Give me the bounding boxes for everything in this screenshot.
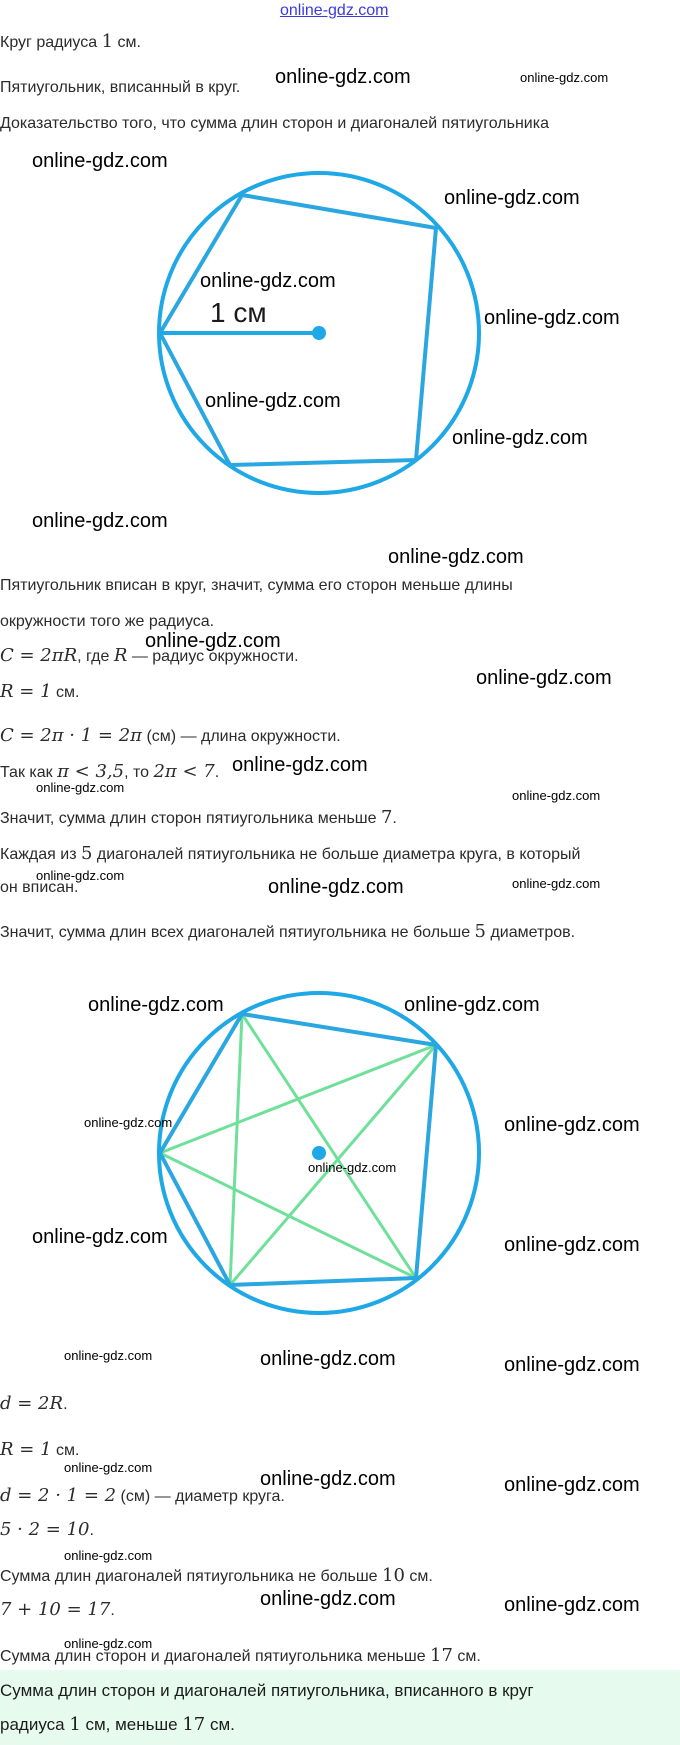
diagonal-3 bbox=[160, 1045, 436, 1153]
center-point-2 bbox=[312, 1146, 326, 1160]
watermark: online-gdz.com bbox=[484, 307, 620, 329]
given-circle: Круг радиуса 1 см. bbox=[0, 31, 141, 52]
watermark: online-gdz.com bbox=[260, 1588, 396, 1610]
watermark: online-gdz.com bbox=[308, 1160, 397, 1175]
watermark: online-gdz.com bbox=[476, 667, 612, 689]
diagonal-statement-cont: он вписан. bbox=[0, 879, 79, 896]
pentagon-sides bbox=[160, 195, 436, 465]
prove-statement: Доказательство того, что сумма длин сторон и диагоналей пятиугольника bbox=[0, 115, 549, 132]
watermark: online-gdz.com bbox=[260, 1348, 396, 1370]
figure-pentagon-radius bbox=[0, 150, 680, 550]
watermark: online-gdz.com bbox=[84, 1115, 173, 1130]
formula-circumference: C = 2πR, где R — радиус окружности. bbox=[0, 645, 299, 666]
watermark: online-gdz.com bbox=[512, 876, 601, 891]
watermark: online-gdz.com bbox=[32, 1226, 168, 1248]
watermark: online-gdz.com bbox=[520, 70, 609, 85]
watermark: online-gdz.com bbox=[200, 270, 336, 292]
watermark: online-gdz.com bbox=[504, 1114, 640, 1136]
watermark: online-gdz.com bbox=[64, 1636, 153, 1651]
diagonals-sum-statement: Сумма длин диагоналей пятиугольника не больше 10 см. bbox=[0, 1565, 433, 1586]
total-sum-statement: Сумма длин сторон и диагоналей пятиугольника меньше 17 см. bbox=[0, 1645, 481, 1666]
watermark: online-gdz.com bbox=[275, 66, 411, 88]
watermark: online-gdz.com bbox=[504, 1594, 640, 1616]
watermark: online-gdz.com bbox=[88, 994, 224, 1016]
watermark: online-gdz.com bbox=[36, 868, 125, 883]
watermark: online-gdz.com bbox=[444, 187, 580, 209]
watermark: online-gdz.com bbox=[388, 546, 524, 568]
diameter-formula: d = 2R. bbox=[0, 1393, 68, 1414]
sides-conclusion: Значит, сумма длин сторон пятиугольника меньше 7. bbox=[0, 807, 397, 828]
radius-value: R = 1 см. bbox=[0, 681, 80, 702]
watermark: online-gdz.com bbox=[512, 788, 601, 803]
watermark: online-gdz.com bbox=[145, 630, 281, 652]
watermark: online-gdz.com bbox=[452, 427, 588, 449]
watermark: online-gdz.com bbox=[232, 754, 368, 776]
watermark: online-gdz.com bbox=[260, 1468, 396, 1490]
watermark: online-gdz.com bbox=[64, 1460, 153, 1475]
given-pentagon: Пятиугольник, вписанный в круг. bbox=[0, 79, 241, 96]
diagonal-2 bbox=[230, 1014, 242, 1285]
diameter-value: d = 2 · 1 = 2 (см) — диаметр круга. bbox=[0, 1485, 285, 1506]
diagonal-statement: Каждая из 5 диагоналей пятиугольника не больше диаметра круга, в который bbox=[0, 843, 581, 864]
watermark: online-gdz.com bbox=[268, 876, 404, 898]
watermark: online-gdz.com bbox=[64, 1348, 153, 1363]
watermark: online-gdz.com bbox=[404, 994, 540, 1016]
solution-line-1: Пятиугольник вписан в круг, значит, сумма его сторон меньше длины bbox=[0, 577, 513, 594]
figure-pentagon-diagonals bbox=[0, 990, 680, 1320]
answer-line-2: радиуса 1 см, меньше 17 см. bbox=[0, 1714, 235, 1735]
watermark: online-gdz.com bbox=[504, 1354, 640, 1376]
watermark: online-gdz.com bbox=[504, 1474, 640, 1496]
watermark: online-gdz.com bbox=[64, 1548, 153, 1563]
diagonals-conclusion: Значит, сумма длин всех диагоналей пятиугольника не больше 5 диаметров. bbox=[0, 921, 576, 942]
watermark: online-gdz.com bbox=[32, 150, 168, 172]
pi-estimate: Так как π < 3,5, то 2π < 7. bbox=[0, 761, 220, 782]
circumference-value: C = 2π · 1 = 2π (см) — длина окружности. bbox=[0, 725, 341, 746]
answer-line-1: Сумма длин сторон и диагоналей пятиугольника, вписанного в круг bbox=[0, 1681, 534, 1700]
top-watermark-link[interactable]: online-gdz.com bbox=[280, 2, 389, 19]
diagonals-sum: 5 · 2 = 10. bbox=[0, 1519, 94, 1540]
answer-box bbox=[0, 1670, 680, 1745]
radius-value-2: R = 1 см. bbox=[0, 1439, 80, 1460]
watermark: online-gdz.com bbox=[504, 1234, 640, 1256]
radius-label: 1 см bbox=[210, 297, 267, 328]
solution-line-2: окружности того же радиуса. bbox=[0, 613, 215, 630]
total-sum: 7 + 10 = 17. bbox=[0, 1599, 115, 1620]
center-point bbox=[312, 326, 326, 340]
watermark: online-gdz.com bbox=[36, 780, 125, 795]
watermark: online-gdz.com bbox=[205, 390, 341, 412]
watermark: online-gdz.com bbox=[32, 510, 168, 532]
